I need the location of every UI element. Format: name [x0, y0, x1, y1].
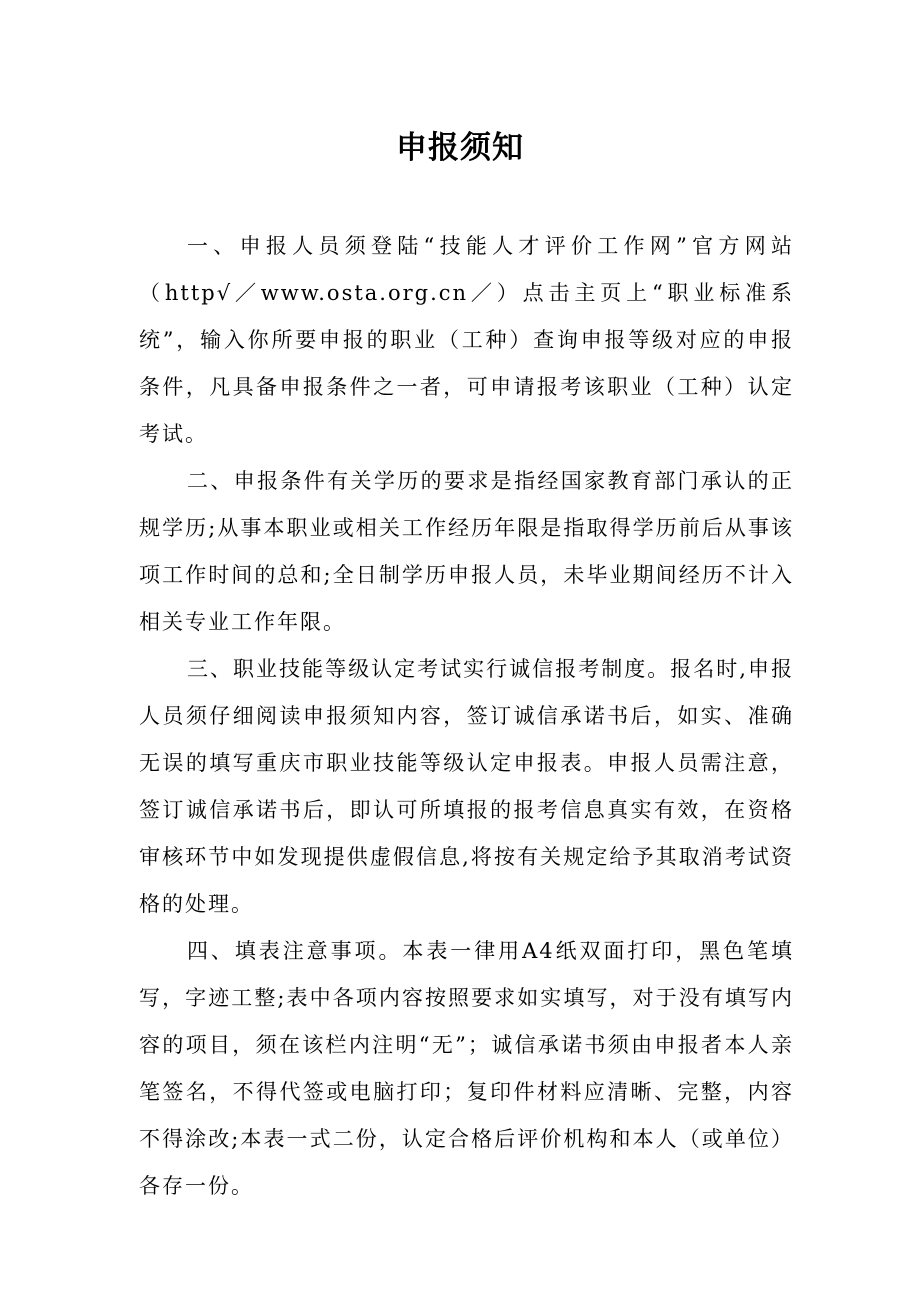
- paragraph-4: 四、填表注意事项。本表一律用A4纸双面打印，黑色笔填写，字迹工整;表中各项内容按照要求如实填写，对于没有填写内容的项目，须在该栏内注明“无”；诚信承诺书须由申报者本人亲笔签名，不得代签或电脑打印；复印件材料应清晰、完整，内容不得涂改;本表一式二份，认定合格后评价机构和本人（或单位）各存一份。: [139, 939, 794, 1198]
- page-title: 申报须知: [396, 130, 524, 166]
- document-body: [139, 223, 794, 1210]
- paragraph-1: 一、申报人员须登陆“技能人才评价工作网”官方网站（http√／www.osta.org.cn／）点击主页上“职业标准系统”，输入你所要申报的职业（工种）查询申报等级对应的申报条件，凡具备申报条件之一者，可申请报考该职业（工种）认定考试。: [139, 234, 794, 446]
- paragraph-2: 二、申报条件有关学历的要求是指经国家教育部门承认的正规学历;从事本职业或相关工作经历年限是指取得学历前后从事该项工作时间的总和;全日制学历申报人员，未毕业期间经历不计入相关专业工作年限。: [139, 469, 794, 634]
- paragraph-3: 三、职业技能等级认定考试实行诚信报考制度。报名时,申报人员须仔细阅读申报须知内容，签订诚信承诺书后，如实、准确无误的填写重庆市职业技能等级认定申报表。申报人员需注意，签订诚信承诺书后，即认可所填报的报考信息真实有效，在资格审核环节中如发现提供虚假信息,将按有关规定给予其取消考试资格的处理。: [139, 657, 794, 916]
